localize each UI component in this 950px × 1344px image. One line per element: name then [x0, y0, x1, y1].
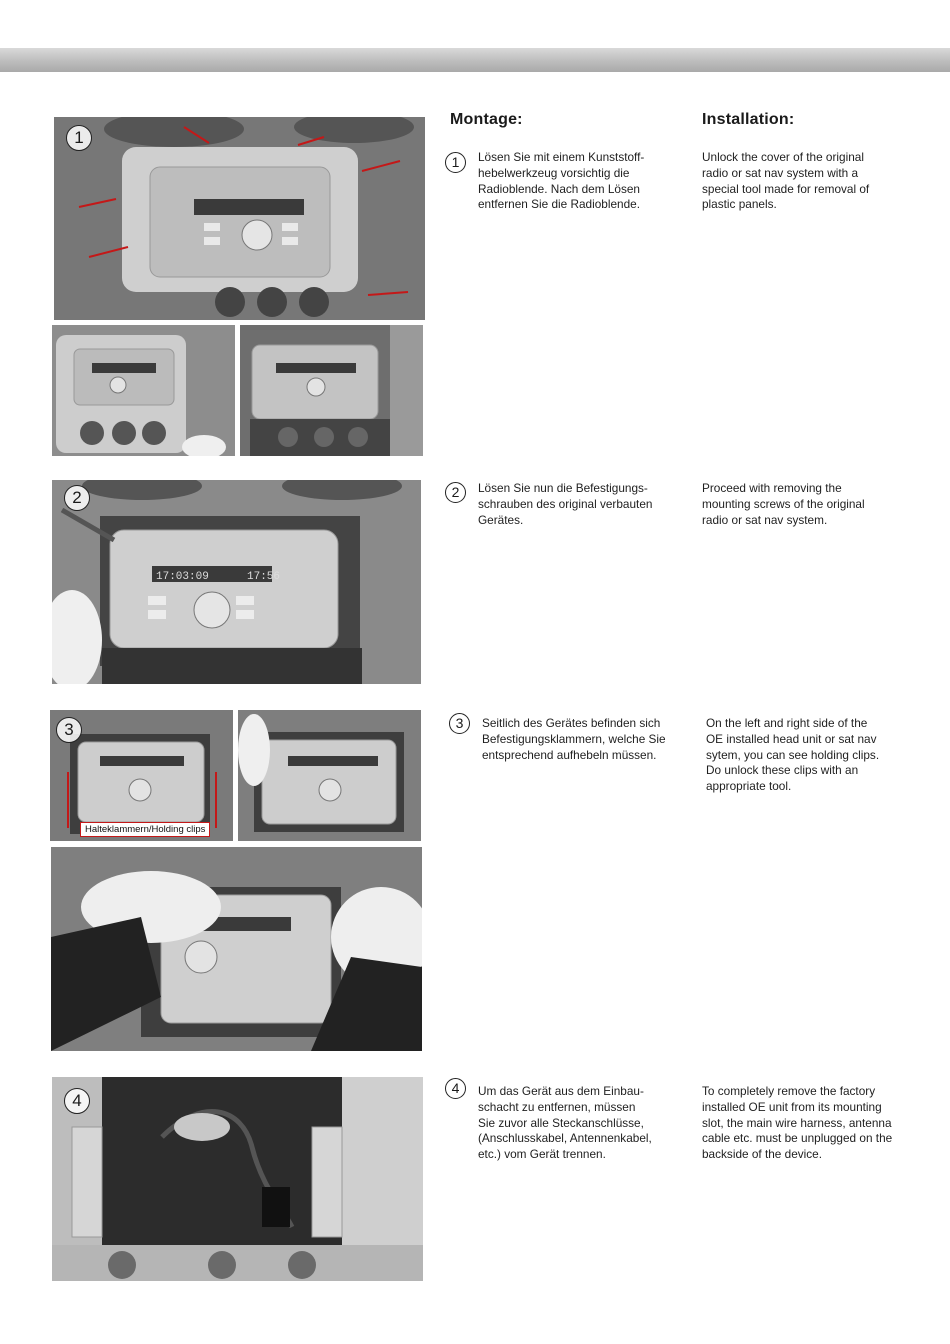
step4-photo — [52, 1077, 423, 1281]
step1-text-en: Unlock the cover of the original radio or sat nav system with a special tool made for removal of plastic panels. — [702, 150, 870, 212]
step4-photo-number: 4 — [64, 1088, 90, 1114]
step3-photo-number: 3 — [56, 717, 82, 743]
step1-photo-left — [52, 325, 235, 456]
step1-main-photo — [54, 117, 425, 320]
step1-photo-right — [240, 325, 423, 456]
header-bar — [0, 48, 950, 72]
step2-number: 2 — [445, 482, 466, 503]
step3-text-en: On the left and right side of the OE installed head unit or sat nav sytem, you can see holding clips. Do unlock these clips with an appropriate tool. — [706, 716, 880, 794]
step2-photo — [52, 480, 421, 684]
step2-text-de: Lösen Sie nun die Befestigungs- schrauben des original verbauten Gerätes. — [478, 481, 653, 527]
step4-text-en: To completely remove the factory installed OE unit from its mounting slot, the main wire harness, antenna cable etc. must be unplugged on the backside of the device. — [702, 1084, 893, 1162]
step3-text-de: Seitlich des Gerätes befinden sich Befestigungsklammern, welche Sie entsprechend aufhebeln müssen. — [482, 716, 666, 762]
step1-photo-number: 1 — [66, 125, 92, 151]
step4-number: 4 — [445, 1078, 466, 1099]
step3-photo-main — [51, 847, 422, 1051]
step2-photo-number: 2 — [64, 485, 90, 511]
radio-display-time: 17:03:09 — [156, 571, 209, 583]
heading-installation: Installation: — [702, 111, 795, 128]
heading-montage: Montage: — [450, 111, 523, 128]
step2-text-en: Proceed with removing the mounting screws of the original radio or sat nav system. — [702, 481, 865, 527]
step1-text-de: Lösen Sie mit einem Kunststoff- hebelwerkzeug vorsichtig die Radioblende. Nach dem Lösen entfernen Sie die Radioblende. — [478, 150, 645, 212]
step3-number: 3 — [449, 713, 470, 734]
step1-number: 1 — [445, 152, 466, 173]
step3-photo-right — [238, 710, 421, 841]
radio-display-clock: 17:56 — [247, 571, 281, 583]
step4-text-de: Um das Gerät aus dem Einbau- schacht zu entfernen, müssen Sie zuvor alle Steckanschlüsse, (Anschlusskabel, Antennenkabel, etc.) vom Gerät trennen. — [478, 1084, 652, 1162]
holding-clips-label: Halteklammern/Holding clips — [80, 822, 210, 837]
